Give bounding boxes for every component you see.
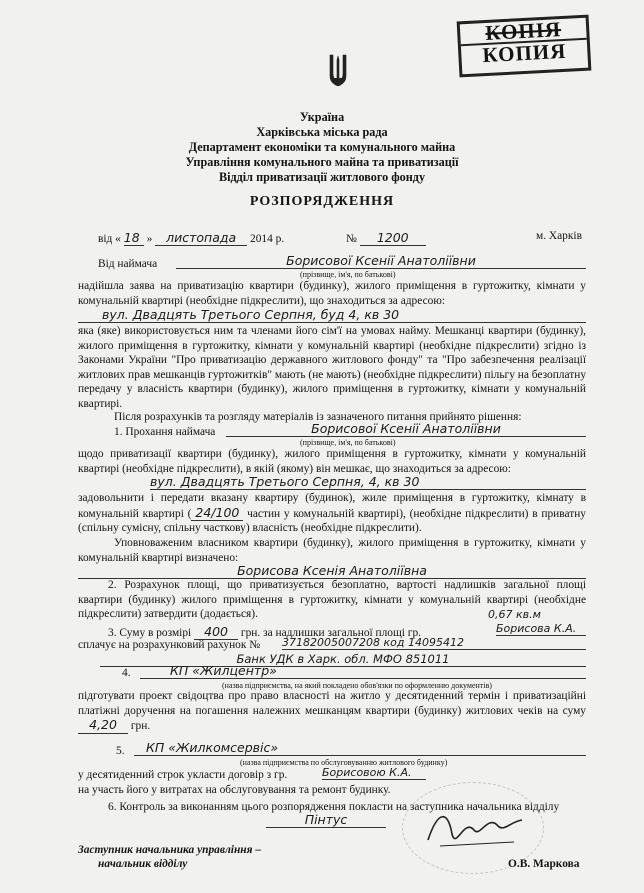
item3-prefix: 3. Суму в розмірі bbox=[108, 627, 192, 639]
stamp-line-1: КОПІЯ bbox=[484, 17, 562, 45]
header-country: Україна bbox=[299, 110, 345, 124]
paragraph-decision: Після розрахунків та розгляду матеріалів із зазначеного питання прийнято рішення: bbox=[114, 411, 522, 423]
item4-sum: 4,20 bbox=[78, 718, 128, 734]
item3-account-label: сплачує на розрахунковий рахунок № bbox=[78, 639, 261, 651]
item4-label: 4. bbox=[122, 667, 131, 679]
item1-share: 24/100 bbox=[191, 505, 243, 521]
item2-area: 0,67 кв.м bbox=[488, 608, 541, 621]
item4-body: підготувати проект свідоцтва про право власності на житло у десятиденний термін і приватизаційні платіжні доручення на погашення належних мешканцям квартири (будинку) житлових чеків на суму bbox=[78, 690, 586, 717]
date-line bbox=[98, 230, 284, 246]
item2-text: 2. Розрахунок площі, що приватизується безоплатно, вартості надлишків загальної площі квартири (будинку) жилого приміщення в гуртожитку, кімнати у комунальній квартирі (необхідне підкреслити) затвердити (додається). bbox=[78, 579, 586, 621]
item1-text2: задовольнити і передати вказану квартиру (будинок), жиле приміщення в гуртожитку, кімнату в комунальній квартирі ( bbox=[78, 492, 586, 520]
date-day: 18 bbox=[124, 230, 144, 246]
date-year: 2014 р. bbox=[250, 233, 285, 245]
item1-address: вул. Двадцять Третього Серпня, 4, кв 30 bbox=[150, 474, 586, 490]
item5-text2: на участь його у витратах на обслуговування та ремонт будинку. bbox=[78, 784, 391, 796]
item6-name: Пінтус bbox=[266, 812, 386, 828]
item3-name: Борисова К.А. bbox=[496, 622, 586, 636]
signature-role-1: Заступник начальника управління – bbox=[78, 844, 262, 856]
item1-name: Борисової Ксенії Анатоліївни bbox=[226, 421, 586, 437]
tenant-note: (прізвище, ім'я, по батькові) bbox=[300, 270, 396, 279]
paragraph-application: надійшла заява на приватизацію квартири (будинку), жилого приміщення в гуртожитку, кімнати у комунальній квартирі (необхідне підкреслити), що знаходиться за адресою: bbox=[78, 280, 586, 307]
address-1: вул. Двадцять Третього Серпня, буд 4, кв 30 bbox=[78, 307, 586, 323]
item4-note: (назва підприємства, на який покладено обов'язки по оформленню документів) bbox=[222, 681, 492, 690]
item4-currency: грн. bbox=[130, 720, 151, 733]
signature-name: О.В. Маркова bbox=[508, 858, 580, 870]
item5-org: КП «Жилкомсервіс» bbox=[134, 740, 586, 756]
item3-bank: Банк УДК в Харк. обл. МФО 851011 bbox=[100, 652, 586, 667]
order-number bbox=[346, 230, 426, 246]
item6-text: 6. Контроль за виконанням цього розпорядження покласти на заступника начальника відділу bbox=[108, 801, 560, 813]
header-council: Харківська міська рада bbox=[256, 125, 388, 139]
header-office: Управління комунального майна та приватизації bbox=[185, 155, 459, 169]
item5-note: (назва підприємства по обслуговуванню житлового будинку) bbox=[240, 758, 448, 767]
date-month: листопада bbox=[155, 230, 247, 246]
owner-name: Борисова Ксенія Анатоліївна bbox=[78, 563, 586, 579]
item5-name: Борисовою К.А. bbox=[322, 766, 426, 780]
trident-emblem-icon bbox=[328, 52, 348, 88]
tenant-name: Борисової Ксенії Анатоліївни bbox=[176, 253, 586, 269]
item4-text bbox=[78, 689, 586, 734]
item1-text: щодо приватизації квартири (будинку), жилого приміщення в гуртожитку, кімнати у комунальній квартирі (необхідне підкреслити), в якій (якому) він мешкає, що знаходиться за адресою: bbox=[78, 448, 586, 475]
item4-org: КП «Жилцентр» bbox=[140, 663, 586, 679]
item5-label: 5. bbox=[116, 745, 125, 757]
number-label: № bbox=[346, 233, 357, 245]
city: м. Харків bbox=[536, 230, 582, 242]
date-mid: » bbox=[146, 233, 153, 245]
item1-label: 1. Прохання наймача bbox=[114, 426, 216, 438]
stamp-line-2: КОПИЯ bbox=[461, 38, 588, 67]
item5-text1: у десятиденний строк укласти договір з гр. bbox=[78, 769, 288, 781]
paragraph-conditions: яка (яке) використовується ним та членами його сім'ї на умовах найму. Мешканці квартири (будинку), жилого приміщення в гуртожитку, кімнати у комунальній квартирі (необхідне підкреслити) згідно із Законами України "Про приватизацію державного житлового фонду" та "Про забезпечення реалізації житлових прав мешканців гуртожитків" мають (не мають) (необхідне підкреслити) пільгу на безоплатну передачу у власність квартири (будинку), жилого приміщення в гуртожитку, кімнати у комунальній квартирі. bbox=[78, 325, 587, 410]
signature-role-2: начальник відділу bbox=[98, 858, 188, 870]
number-value: 1200 bbox=[360, 230, 426, 246]
header-division: Відділ приватизації житлового фонду bbox=[218, 170, 426, 184]
item1-text3: частин у комунальній квартирі), (необхідне підкреслити) в приватну (спільну сумісну, спільну часткову) власність (необхідне підкреслити). bbox=[78, 507, 586, 535]
document-title: РОЗПОРЯДЖЕННЯ bbox=[249, 194, 395, 209]
item3-amount: 400 bbox=[194, 624, 238, 640]
copy-stamp bbox=[457, 15, 592, 78]
item3-account: 37182005007208 код 14095412 bbox=[282, 636, 586, 650]
handwritten-signature-icon bbox=[418, 800, 528, 854]
tenant-label: Від наймача bbox=[98, 258, 158, 270]
item1-note: (прізвище, ім'я, по батькові) bbox=[300, 438, 396, 447]
item3-mid: грн. за надлишки загальної площі гр. bbox=[240, 627, 421, 639]
owner-paragraph: Уповноваженим власником квартири (будинку), жилого приміщення в гуртожитку, кімнати у комунальній квартирі визначено: bbox=[78, 537, 586, 564]
item1-transfer bbox=[78, 491, 586, 536]
header-department: Департамент економіки та комунального майна bbox=[188, 140, 456, 154]
date-from: від « bbox=[98, 233, 121, 245]
